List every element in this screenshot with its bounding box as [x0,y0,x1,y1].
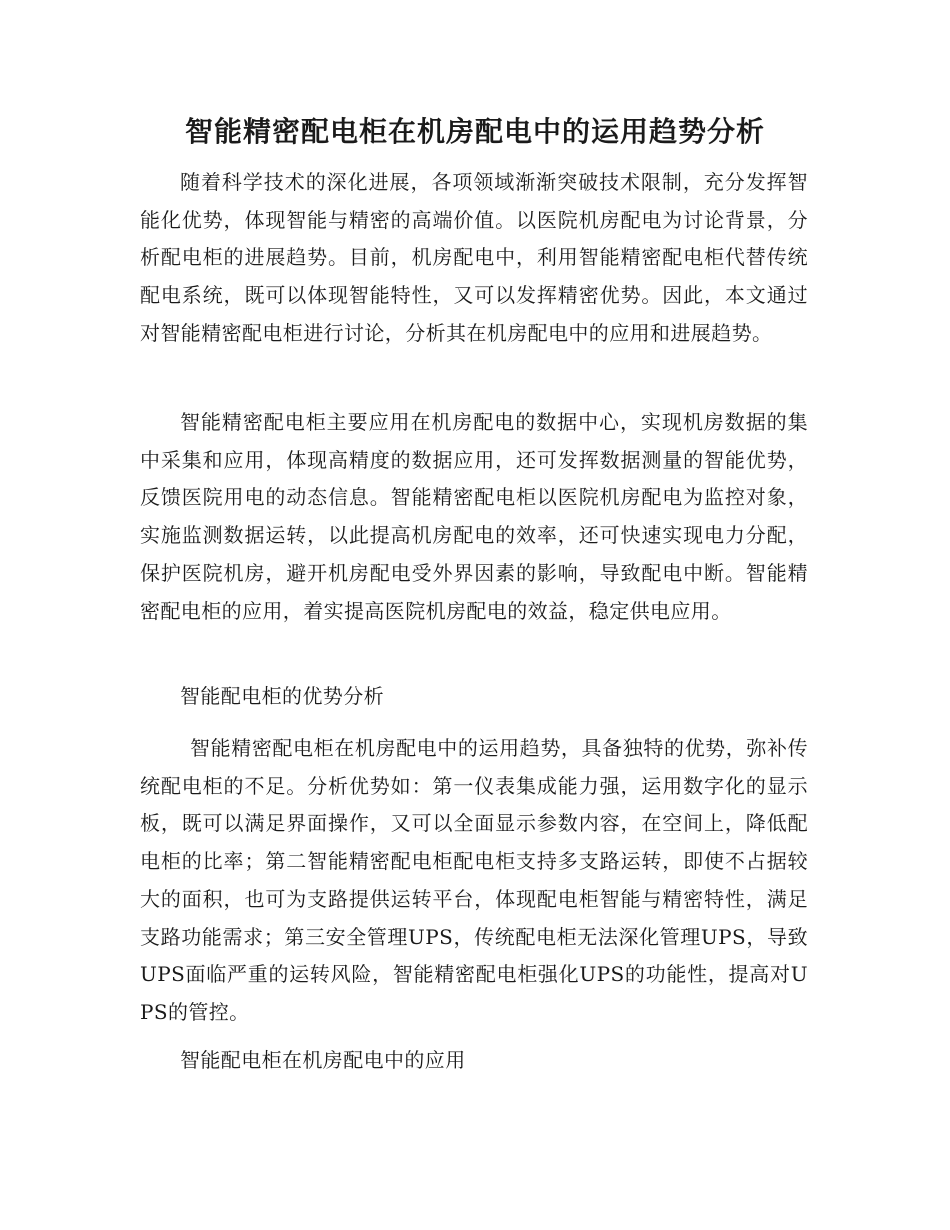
document-title: 智能精密配电柜在机房配电中的运用趋势分析 [184,115,765,148]
paragraph-application: 智能精密配电柜主要应用在机房配电的数据中心，实现机房数据的集中采集和应用，体现高精度的数据应用，还可发挥数据测量的智能优势，反馈医院用电的动态信息。智能精密配电柜以医院机房配电为监控对象，实施监测数据运转，以此提高机房配电的效率，还可快速实现电力分配，保护医院机房，避开机房配电受外界因素的影响，导致配电中断。智能精密配电柜的应用，着实提高医院机房配电的效益，稳定供电应用。 [140,410,808,623]
section-heading-advantages: 智能配电柜的优势分析 [180,684,384,708]
section-heading-usage: 智能配电柜在机房配电中的应用 [180,1048,466,1072]
paragraph-advantages: 智能精密配电柜在机房配电中的运用趋势，具备独特的优势，弥补传统配电柜的不足。分析优势如：第一仪表集成能力强，运用数字化的显示板，既可以满足界面操作，又可以全面显示参数内容，在空间上，降低配电柜的比率；第二智能精密配电柜配电柜支持多支路运转，即使不占据较大的面积，也可为支路提供运转平台，体现配电柜智能与精密特性，满足支路功能需求；第三安全管理UPS，传统配电柜无法深化管理UPS，导致UPS面临严重的运转风险，智能精密配电柜强化UPS的功能性，提高对UPS的管控。 [140,736,808,1024]
paragraph-intro: 随着科学技术的深化进展，各项领域渐渐突破技术限制，充分发挥智能化优势，体现智能与精密的高端价值。以医院机房配电为讨论背景，分析配电柜的进展趋势。目前，机房配电中，利用智能精密配电柜代替传统配电系统，既可以体现智能特性，又可以发挥精密优势。因此，本文通过对智能精密配电柜进行讨论，分析其在机房配电中的应用和进展趋势。 [140,170,808,345]
